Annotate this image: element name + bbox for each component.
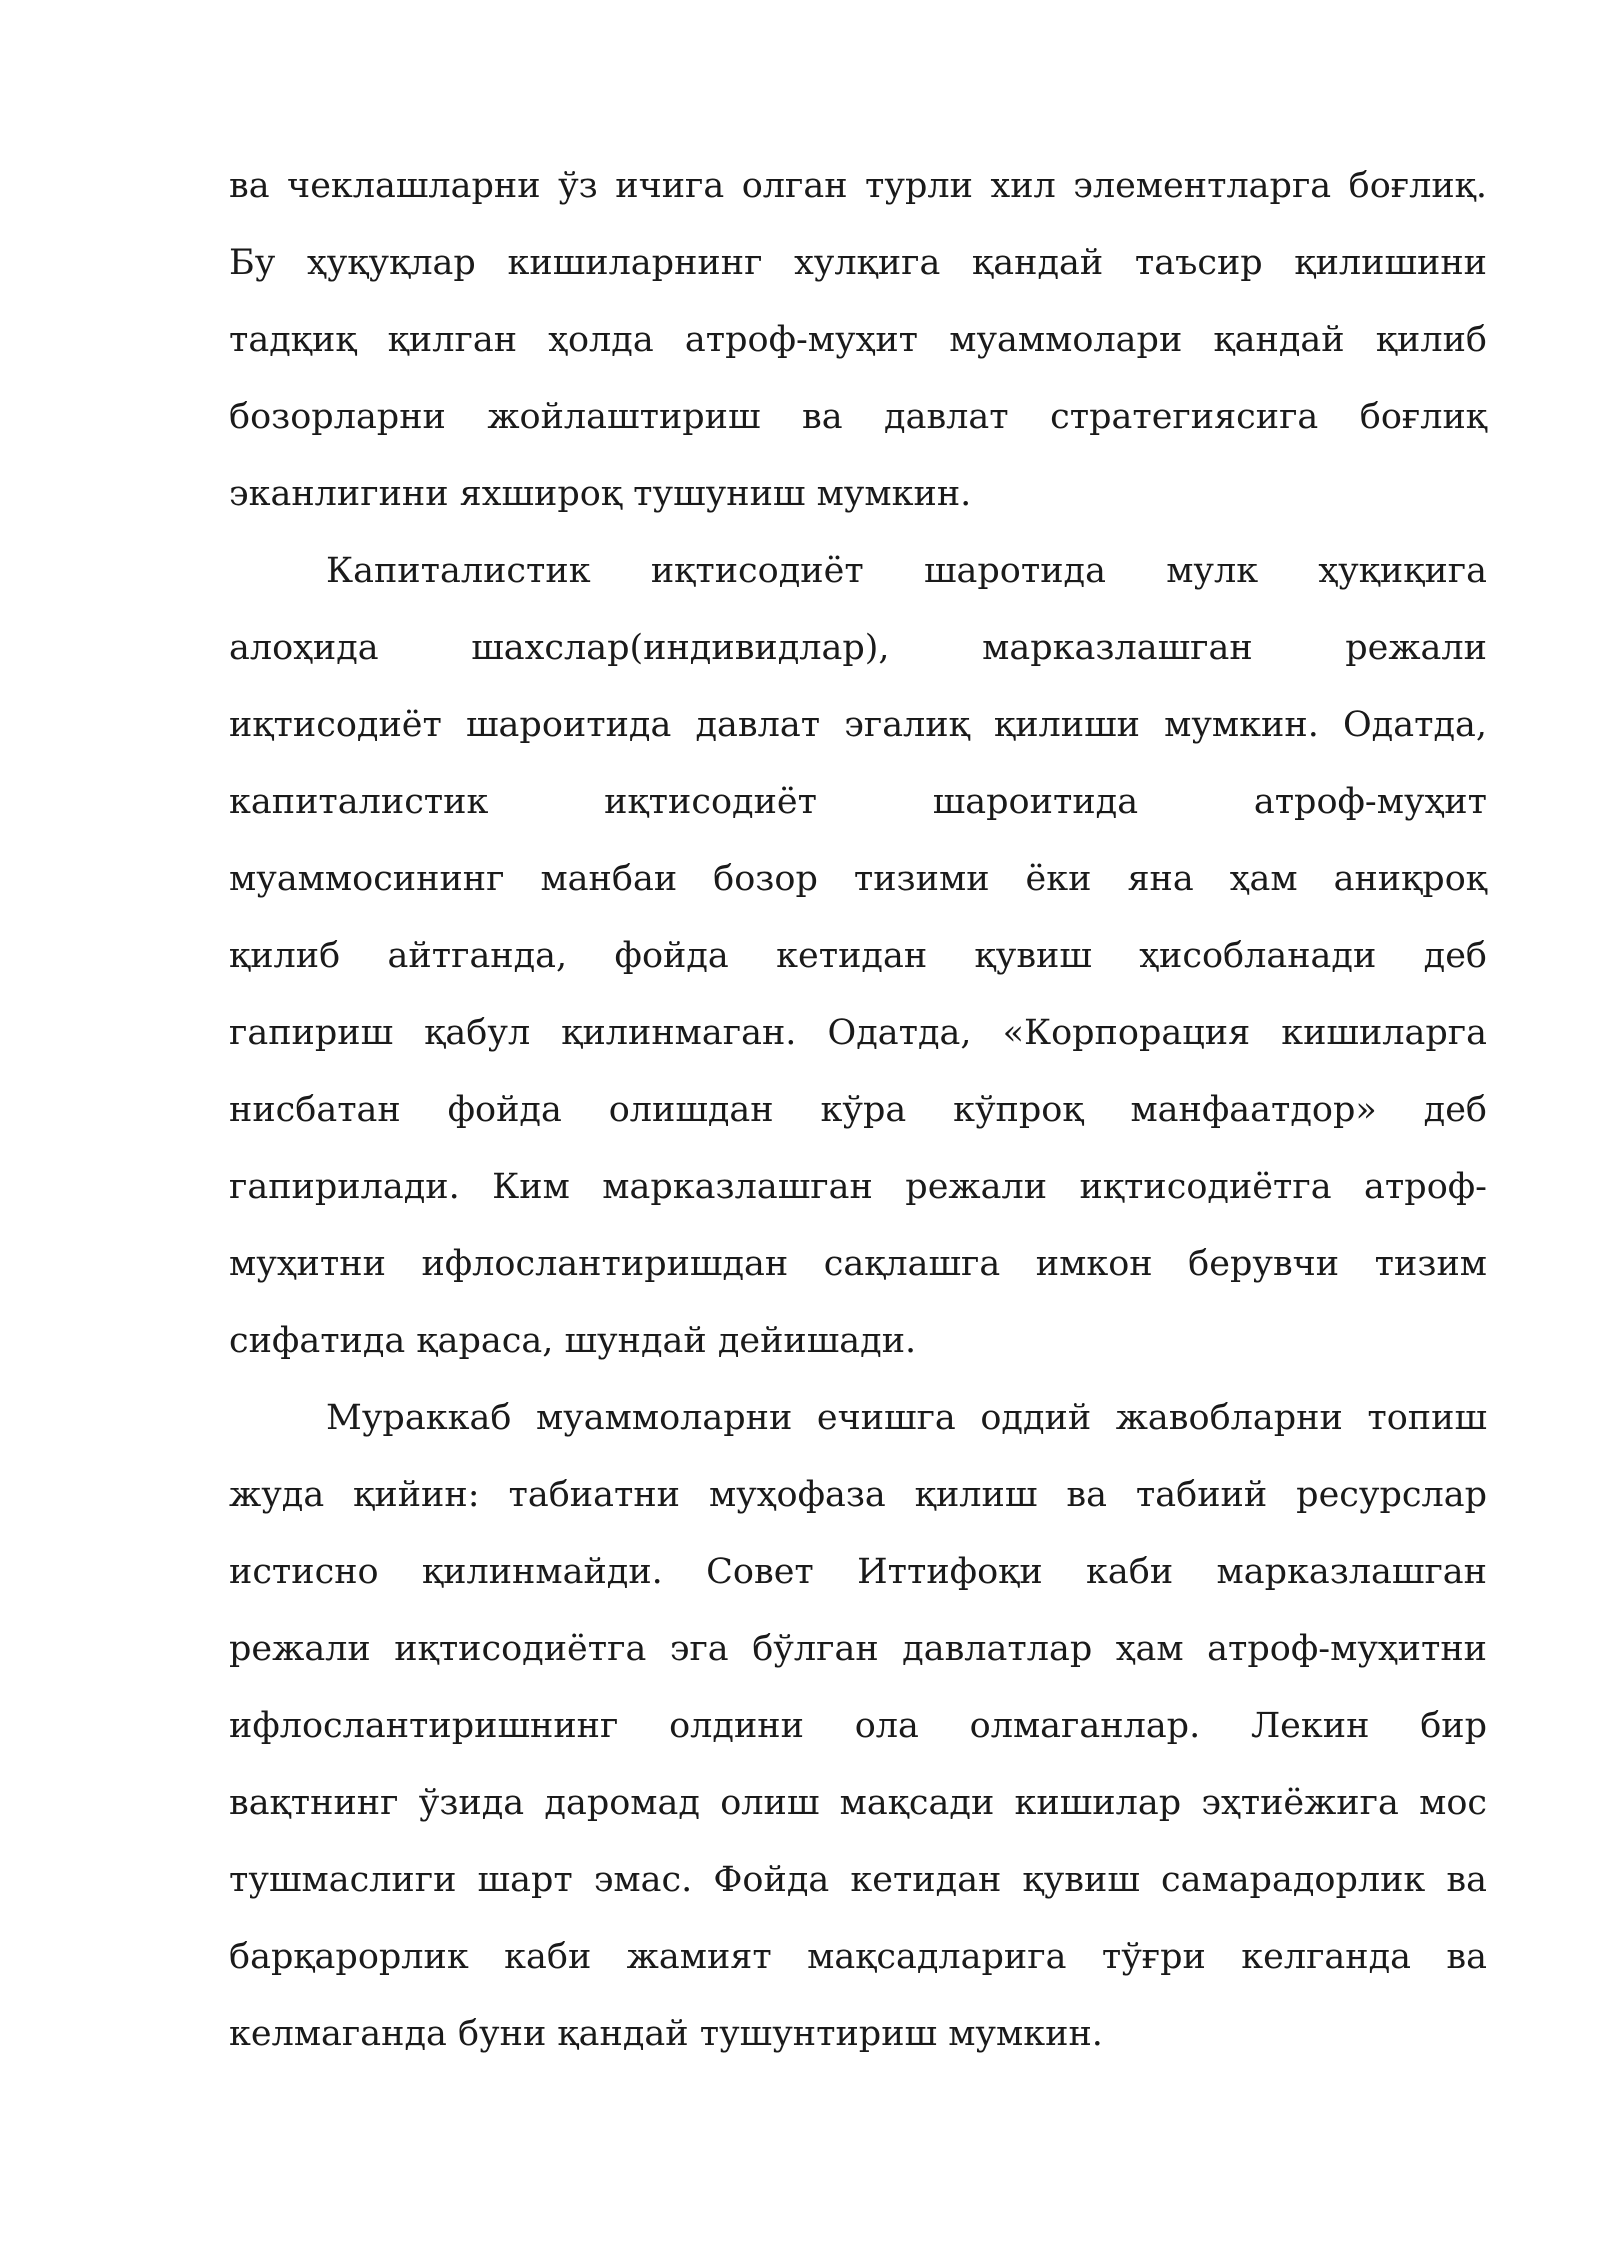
text-line: нисбатан фойда олишдан кўра кўпроқ манфаатдор» деб bbox=[229, 1090, 1487, 1130]
text-line: алоҳида шахслар(индивидлар), марказлашган режали bbox=[229, 628, 1487, 668]
text-line: барқарорлик каби жамият мақсадларига тўғри келганда ва bbox=[229, 1937, 1487, 1977]
text-line: келмаганда буни қандай тушунтириш мумкин. bbox=[229, 2014, 1103, 2054]
text-line: иқтисодиёт шароитида давлат эгалиқ қилиши мумкин. Одатда, bbox=[229, 705, 1487, 745]
text-line: бозорларни жойлаштириш ва давлат стратегиясига боғлиқ bbox=[229, 397, 1487, 437]
text-line: Бу ҳуқуқлар кишиларнинг хулқига қандай таъсир қилишини bbox=[229, 243, 1487, 283]
text-line: тушмаслиги шарт эмас. Фойда кетидан қувиш самарадорлик ва bbox=[229, 1860, 1487, 1900]
text-line: вақтнинг ўзида даромад олиш мақсади кишилар эҳтиёжига мос bbox=[229, 1783, 1487, 1823]
text-line: гапириш қабул қилинмаган. Одатда, «Корпорация кишиларга bbox=[229, 1013, 1487, 1053]
paragraph-1 bbox=[229, 148, 1487, 533]
text-line: режали иқтисодиётга эга бўлган давлатлар ҳам атроф-муҳитни bbox=[229, 1629, 1487, 1669]
text-line: қилиб айтганда, фойда кетидан қувиш ҳисобланади деб bbox=[229, 936, 1487, 976]
text-line: муаммосининг манбаи бозор тизими ёки яна ҳам аниқроқ bbox=[229, 859, 1487, 899]
text-line: Мураккаб муаммоларни ечишга оддий жавобларни топиш bbox=[326, 1398, 1487, 1438]
text-line: Капиталистик иқтисодиёт шаротида мулк ҳуқиқига bbox=[326, 551, 1487, 591]
paragraph-3 bbox=[229, 1380, 1487, 2073]
text-line: сифатида қараса, шундай дейишади. bbox=[229, 1321, 917, 1361]
text-line: гапирилади. Ким марказлашган режали иқтисодиётга атроф- bbox=[229, 1167, 1487, 1207]
text-line: эканлигини яхшироқ тушуниш мумкин. bbox=[229, 474, 972, 514]
text-line: капиталистик иқтисодиёт шароитида атроф-муҳит bbox=[229, 782, 1487, 822]
text-line: муҳитни ифлослантиришдан сақлашга имкон берувчи тизим bbox=[229, 1244, 1487, 1284]
document-body bbox=[229, 148, 1487, 2073]
paragraph-2 bbox=[229, 533, 1487, 1380]
text-line: ва чеклашларни ўз ичига олган турли хил элементларга боғлиқ. bbox=[229, 166, 1487, 206]
text-line: ифлослантиришнинг олдини ола олмаганлар. Лекин бир bbox=[229, 1706, 1487, 1746]
text-line: жуда қийин: табиатни муҳофаза қилиш ва табиий ресурслар bbox=[229, 1475, 1487, 1515]
text-line: тадқиқ қилган ҳолда атроф-муҳит муаммолари қандай қилиб bbox=[229, 320, 1487, 360]
text-line: истисно қилинмайди. Совет Иттифоқи каби марказлашган bbox=[229, 1552, 1487, 1592]
